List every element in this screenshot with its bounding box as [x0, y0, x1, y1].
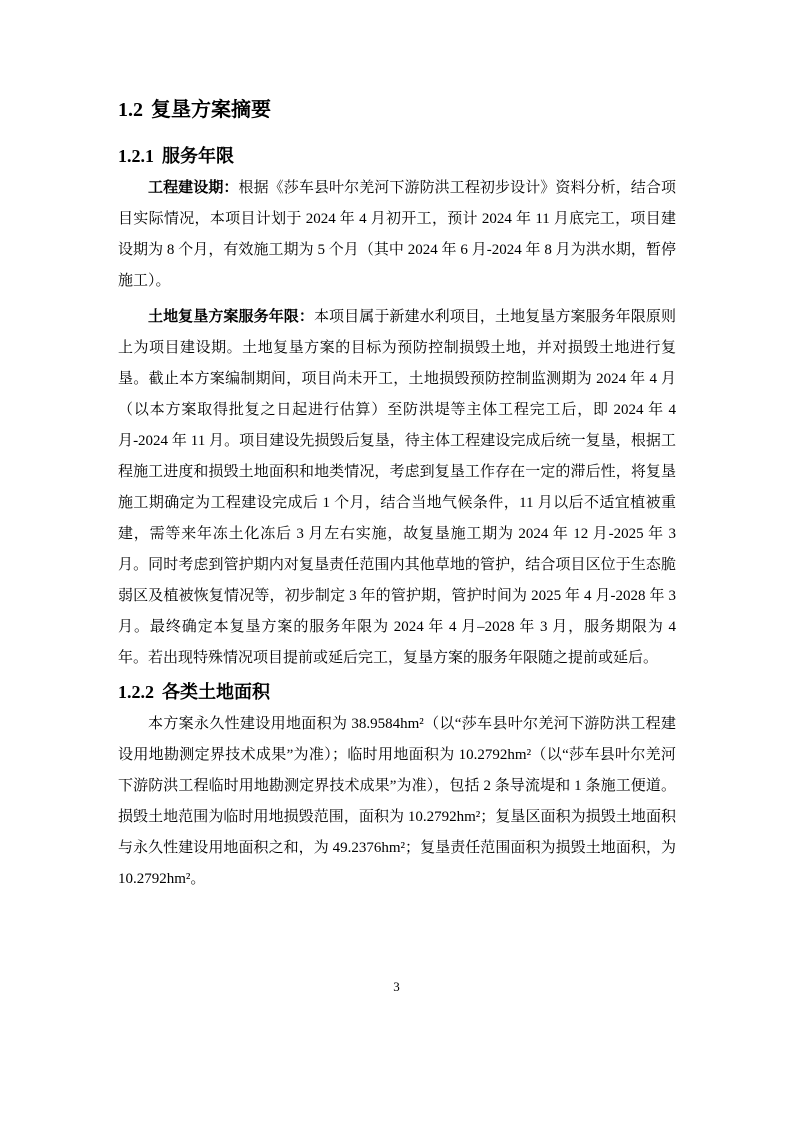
- heading-number: 1.2.1: [118, 146, 154, 166]
- heading-label: 各类土地面积: [162, 682, 270, 702]
- page-footer: [0, 978, 793, 996]
- paragraph-construction-period: [118, 173, 676, 297]
- paragraph-text-service-life: 本项目属于新建水利项目，土地复垦方案服务年限原则上为项目建设期。土地复垦方案的目标为预防控制损毁土地，并对损毁土地进行复垦。截止本方案编制期间，项目尚未开工，土地损毁预防控制监测期为 2024 年 4 月（以本方案取得批复之日起进行估算）至防洪堤等主体工程完工后，即 2024 年 4 月-2024 年 11 月。项目建设先损毁后复垦，待主体工程建设完成后统一复垦，根据工程施工进度和损毁土地面积和地类情况，考虑到复垦工作存在一定的滞后性，将复垦施工期确定为工程建设完成后 1 个月，结合当地气候条件，11 月以后不适宜植被重建，需等来年冻土化冻后 3 月左右实施，故复垦施工期为 2024 年 12 月-2025 年 3 月。同时考虑到管护期内对复垦责任范围内其他草地的管护，结合项目区位于生态脆弱区及植被恢复情况等，初步制定 3 年的管护期，管护时间为 2025 年 4 月-2028 年 3 月。最终确定本复垦方案的服务年限为 2024 年 4 月–2028 年 3 月，服务期限为 4 年。若出现特殊情况项目提前或延后完工，复垦方案的服务年限随之提前或延后。: [118, 309, 676, 666]
- paragraph-land-area: [118, 709, 676, 895]
- heading-number: 1.2.2: [118, 682, 154, 702]
- paragraph-text-land-area: 本方案永久性建设用地面积为 38.9584hm²（以“莎车县叶尔羌河下游防洪工程建设用地勘测定界技术成果”为准）；临时用地面积为 10.2792hm²（以“莎车县叶尔羌河下游防洪工程临时用地勘测定界技术成果”为准），包括 2 条导流堤和 1 条施工便道。损毁土地范围为临时用地损毁范围，面积为 10.2792hm²；复垦区面积为损毁土地面积与永久性建设用地面积之和，为 49.2376hm²；复垦责任范围面积为损毁土地面积，为 10.2792hm²。: [118, 716, 676, 887]
- paragraph-service-life: [118, 302, 676, 674]
- paragraph-text-construction-period: 根据《莎车县叶尔羌河下游防洪工程初步设计》资料分析，结合项目实际情况，本项目计划于 2024 年 4 月初开工，预计 2024 年 11 月底完工，项目建设期为 8 个月，有效施工期为 5 个月（其中 2024 年 6 月-2024 年 8 月为洪水期，暂停施工）。: [118, 180, 676, 289]
- section-heading-1-2: [118, 97, 676, 123]
- heading-label: 复垦方案摘要: [151, 99, 271, 121]
- paragraph-lead-construction-period: 工程建设期：: [148, 180, 239, 196]
- paragraph-lead-service-life: 土地复垦方案服务年限：: [148, 309, 314, 325]
- heading-label: 服务年限: [162, 146, 234, 166]
- section-heading-1-2-1: [118, 143, 676, 169]
- page-number: 3: [393, 979, 400, 994]
- heading-number: 1.2: [118, 99, 143, 121]
- section-heading-1-2-2: [118, 679, 676, 705]
- document-content: [118, 97, 676, 900]
